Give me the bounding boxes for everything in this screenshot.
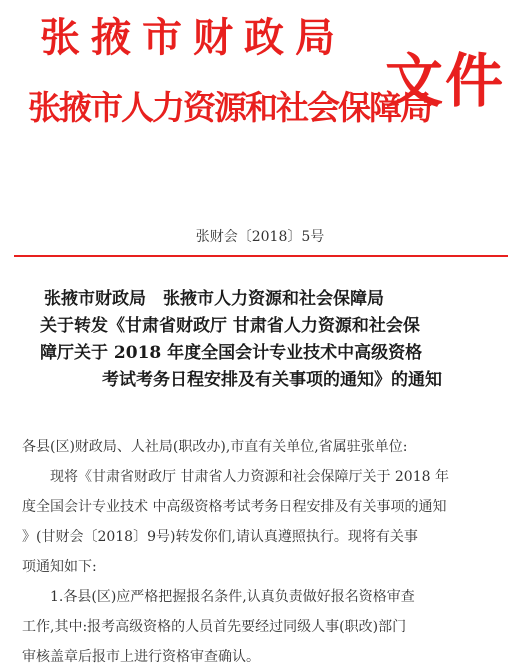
paragraph-1-line-4: 项通知如下: [22, 559, 97, 575]
title-line-1: 张掖市财政局 张掖市人力资源和社会保障局 [44, 289, 384, 309]
document-body [22, 432, 508, 672]
title-line-3: 障厅关于 2018 年度全国会计专业技术中高级资格 [40, 343, 423, 363]
document-number: 张财会〔2018〕5号 [195, 229, 325, 245]
item-1-line-2: 工作,其中:报考高级资格的人员首先要经过同级人事(职改)部门 [22, 619, 407, 635]
addressee: 各县(区)财政局、人社局(职改办),市直有关单位,省属驻张单位: [22, 439, 408, 455]
document-title [40, 286, 490, 394]
header-doc-type: 文件 [385, 47, 506, 115]
header-org2: 张掖市人力资源和社会保障局 [28, 88, 431, 127]
header-org1: 张掖市财政局 [40, 15, 346, 61]
red-divider [14, 255, 508, 257]
title-line-2: 关于转发《甘肃省财政厅 甘肃省人力资源和社会保 [40, 316, 420, 336]
item-1-line-1: 1.各县(区)应严格把握报名条件,认真负责做好报名资格审查 [50, 589, 415, 605]
paragraph-1-line-3: 》(甘财会〔2018〕9号)转发你们,请认真遵照执行。现将有关事 [22, 529, 418, 545]
paragraph-1-line-1: 现将《甘肃省财政厅 甘肃省人力资源和社会保障厅关于 2018 年 [50, 469, 449, 485]
paragraph-1-line-2: 度全国会计专业技术 中高级资格考试考务日程安排及有关事项的通知 [22, 499, 447, 515]
title-line-4: 考试考务日程安排及有关事项的通知》的通知 [102, 370, 442, 390]
item-1-line-3: 审核盖章后报市上进行资格审查确认。 [22, 649, 260, 665]
